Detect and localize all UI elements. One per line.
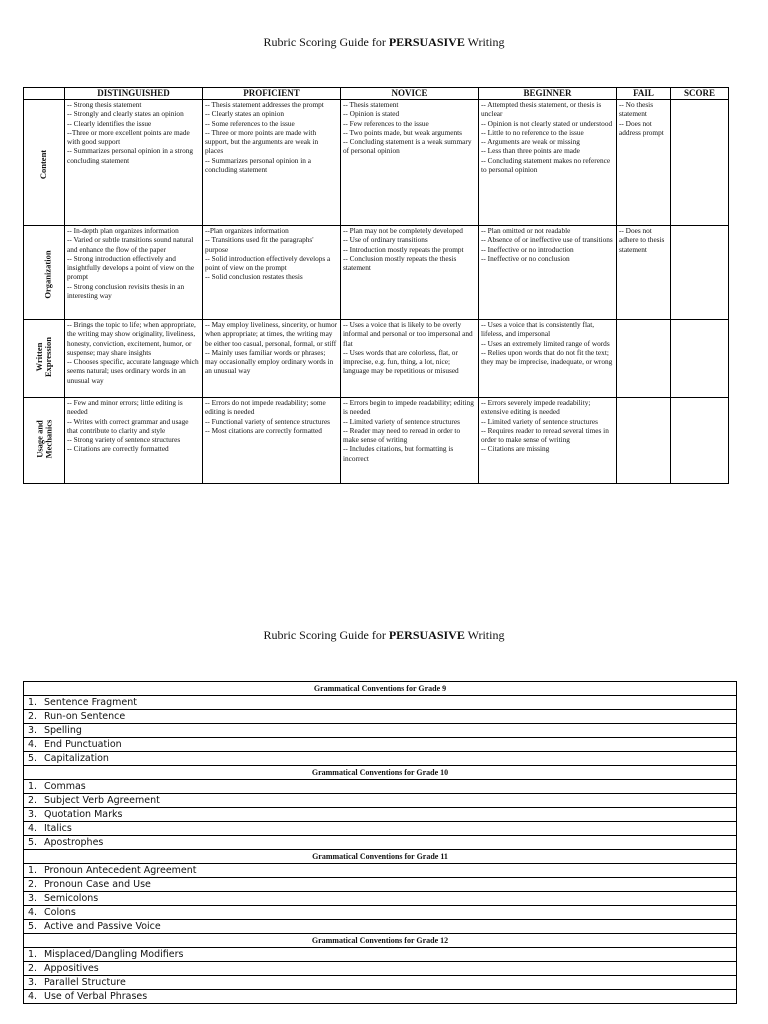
criterion-text: -- Errors do not impede readability; some editing is needed (205, 398, 326, 417)
criterion-text: -- Strong thesis statement (67, 100, 142, 109)
criterion-text: -- Errors begin to impede readability; editing is needed (343, 398, 474, 417)
rubric-column-header: SCORE (671, 88, 729, 100)
criterion-text: -- Reader may need to reread in order to make sense of writing (343, 425, 461, 445)
criterion-text: -- Two points made, but weak arguments (343, 127, 462, 137)
item-text: Active and Passive Voice (44, 921, 161, 932)
rubric-column-header: NOVICE (341, 88, 479, 100)
page-title-2: Rubric Scoring Guide for PERSUASIVE Writing (263, 628, 505, 642)
criterion-text: -- Uses an extremely limited range of words (481, 338, 610, 348)
criterion-text: -- Clearly states an opinion (205, 109, 285, 119)
convention-item (24, 864, 737, 878)
list-item (24, 752, 737, 766)
convention-item (24, 906, 737, 920)
item-text: Pronoun Antecedent Agreement (44, 865, 197, 876)
criterion-text: -- Mainly uses familiar words or phrases; may occasionally employ ordinary words in an unusual way (205, 347, 334, 376)
criterion-text: -- Strong variety of sentence structures (67, 435, 181, 445)
convention-item (24, 920, 737, 934)
rubric-column-header: DISTINGUISHED (65, 88, 203, 100)
criterion-text: -- Arguments are weak or missing (481, 137, 580, 147)
list-item (24, 724, 737, 738)
list-item (24, 962, 737, 976)
conventions-heading-row (24, 934, 737, 948)
list-item (24, 990, 737, 1004)
item-text: Italics (44, 823, 72, 834)
criterion-text: -- Some references to the issue (205, 118, 295, 128)
criterion-text: -- Uses a voice that is likely to be overly informal and personal or too impersonal and flat (343, 320, 473, 348)
rubric-cell (671, 226, 729, 320)
rubric-column-header: BEGINNER (479, 88, 617, 100)
rubric-row-label (24, 320, 65, 398)
conventions-table (23, 681, 737, 1004)
list-item (24, 710, 737, 724)
item-number: 4. (28, 739, 38, 750)
criterion-text: -- Writes with correct grammar and usage that contribute to clarity and style (67, 416, 189, 435)
list-item (24, 738, 737, 752)
criterion-text: -- Does not adhere to thesis statement (619, 226, 665, 254)
criterion-text: -- Relies upon words that do not fit the text; they may be imprecise, inadequate, or wrong (481, 347, 613, 367)
item-number: 2. (28, 711, 38, 722)
rubric-cell (617, 398, 671, 484)
item-number: 3. (28, 893, 38, 904)
criterion-text: -- Solid conclusion restates thesis (205, 272, 303, 282)
criterion-text: -- Summarizes personal opinion in a concluding statement (205, 155, 311, 175)
criterion-text: -- Conclusion mostly repeats the thesis statement (343, 253, 457, 273)
rubric-row (24, 100, 729, 226)
convention-item (24, 724, 737, 738)
criterion-text: -- May employ liveliness, sincerity, or humor when appropriate; at times, the writing may be either too casual, personal, formal, or stiff (205, 320, 338, 348)
criterion-text: -- Citations are correctly formatted (67, 444, 169, 454)
rubric-cell (203, 100, 341, 226)
criterion-text: -- Solid introduction effectively develops a point of view on the prompt (205, 253, 331, 273)
convention-item (24, 696, 737, 710)
rubric-cell (65, 398, 203, 484)
rubric-row-label (24, 100, 65, 226)
item-text: Colons (44, 907, 76, 918)
rubric-row (24, 320, 729, 398)
list-item (24, 906, 737, 920)
item-text: Pronoun Case and Use (44, 879, 151, 890)
conventions-heading: Grammatical Conventions for Grade 10 (24, 766, 737, 780)
criterion-text: --Three or more excellent points are made with good support (67, 127, 190, 147)
criterion-text: -- Opinion is not clearly stated or understood (481, 118, 613, 128)
rubric-column-header: FAIL (617, 88, 671, 100)
rubric-cell (341, 398, 479, 484)
rubric-cell (341, 226, 479, 320)
criterion-text: -- Does not address prompt (619, 118, 664, 137)
criterion-text: -- Few and minor errors; little editing is needed (67, 398, 183, 417)
item-text: Semicolons (44, 893, 99, 904)
item-number: 2. (28, 879, 38, 890)
item-number: 3. (28, 977, 38, 988)
criterion-text: -- Chooses specific, accurate language which seems natural; uses ordinary words in an unusual way (67, 357, 199, 385)
row-label-text (35, 337, 53, 377)
criterion-text: -- Summarizes personal opinion in a strong concluding statement (67, 146, 194, 165)
rubric-cell (65, 100, 203, 226)
rubric-cell (203, 320, 341, 398)
item-text: Quotation Marks (44, 809, 123, 820)
criterion-text: -- Most citations are correctly formatted (205, 425, 322, 435)
item-number: 1. (28, 949, 38, 960)
rubric-cell (671, 100, 729, 226)
list-item (24, 892, 737, 906)
list-item (24, 920, 737, 934)
item-number: 3. (28, 809, 38, 820)
convention-item (24, 794, 737, 808)
list-item (24, 794, 737, 808)
criterion-text: -- Requires reader to reread several times in order to make sense of writing (481, 425, 609, 445)
convention-item (24, 752, 737, 766)
rubric-row-label (24, 398, 65, 484)
criterion-text: -- Citations are missing (481, 444, 550, 454)
list-item (24, 696, 737, 710)
conventions-heading: Grammatical Conventions for Grade 11 (24, 850, 737, 864)
convention-item (24, 738, 737, 752)
rubric-cell (479, 320, 617, 398)
item-text: Parallel Structure (44, 977, 126, 988)
row-label-line: Mechanics (43, 419, 53, 459)
page-title: Rubric Scoring Guide for PERSUASIVE Writing (263, 35, 505, 49)
rubric-cell (617, 226, 671, 320)
list-item (24, 878, 737, 892)
criterion-text: -- Limited variety of sentence structures (343, 416, 460, 426)
rubric-cell (479, 398, 617, 484)
item-number: 5. (28, 837, 38, 848)
convention-item (24, 892, 737, 906)
rubric-cell (65, 226, 203, 320)
list-item (24, 822, 737, 836)
item-text: Appositives (44, 963, 99, 974)
criterion-text: -- Strong conclusion revisits thesis in an interesting way (67, 281, 185, 301)
list-item (24, 836, 737, 850)
item-number: 1. (28, 697, 38, 708)
criterion-text: -- In-depth plan organizes information (67, 226, 179, 235)
item-text: Commas (44, 781, 86, 792)
item-text: Spelling (44, 725, 82, 736)
row-label-line: Organization (42, 249, 53, 299)
row-label-text (44, 250, 53, 298)
item-number: 4. (28, 991, 38, 1002)
criterion-text: -- Attempted thesis statement, or thesis is unclear (481, 100, 602, 119)
convention-item (24, 990, 737, 1004)
item-text: Capitalization (44, 753, 109, 764)
rubric-cell (65, 320, 203, 398)
rubric-cell (479, 226, 617, 320)
criterion-text: -- Transitions used fit the paragraphs' purpose (205, 235, 314, 254)
item-text: Sentence Fragment (44, 697, 137, 708)
criterion-text: -- Concluding statement makes no reference to personal opinion (481, 155, 611, 175)
convention-item (24, 836, 737, 850)
rubric-table (23, 87, 729, 484)
rubric-cell (203, 226, 341, 320)
criterion-text: -- Ineffective or no conclusion (481, 253, 570, 263)
row-label-line: Written (34, 342, 44, 372)
item-number: 1. (28, 865, 38, 876)
criterion-text: -- Strong introduction effectively and insightfully develops a point of view on the prompt (67, 253, 195, 282)
rubric-cell (617, 100, 671, 226)
criterion-text: -- Strongly and clearly states an opinion (67, 109, 184, 119)
rubric-row (24, 226, 729, 320)
criterion-text: -- Concluding statement is a weak summary of personal opinion (343, 137, 472, 156)
criterion-text: -- Opinion is stated (343, 109, 400, 119)
conventions-heading-row (24, 766, 737, 780)
rubric-cell (671, 320, 729, 398)
criterion-text: -- Varied or subtle transitions sound natural and enhance the flow of the paper (67, 235, 194, 254)
convention-item (24, 976, 737, 990)
criterion-text: -- Functional variety of sentence structures (205, 416, 331, 426)
row-label-text (40, 149, 49, 178)
row-label-line: Usage and (34, 420, 44, 458)
conventions-heading-row (24, 850, 737, 864)
rubric-row-label (24, 226, 65, 320)
item-text: Run-on Sentence (44, 711, 126, 722)
criterion-text: -- Ineffective or no introduction (481, 244, 574, 254)
row-label-line: Expression (43, 337, 53, 377)
criterion-text: -- Includes citations, but formatting is incorrect (343, 444, 454, 463)
rubric-cell (479, 100, 617, 226)
criterion-text: -- Less than three points are made (481, 146, 580, 156)
rubric-cell (203, 398, 341, 484)
item-number: 4. (28, 823, 38, 834)
item-text: End Punctuation (44, 739, 122, 750)
convention-item (24, 948, 737, 962)
criterion-text: -- Use of ordinary transitions (343, 235, 428, 245)
convention-item (24, 710, 737, 724)
rubric-row (24, 398, 729, 484)
criterion-text: -- Absence of or ineffective use of transitions (481, 235, 613, 245)
criterion-text: -- No thesis statement (619, 100, 654, 119)
item-text: Subject Verb Agreement (44, 795, 160, 806)
criterion-text: -- Brings the topic to life; when appropriate, the writing may show originality, liveliness, honesty, conviction, excitement, humor, or suspense; may share insights (67, 320, 196, 357)
list-item (24, 864, 737, 878)
criterion-text: -- Three or more points are made with support, but the arguments are weak in places (205, 127, 319, 156)
item-number: 4. (28, 907, 38, 918)
convention-item (24, 822, 737, 836)
item-text: Misplaced/Dangling Modifiers (44, 949, 184, 960)
item-number: 2. (28, 963, 38, 974)
list-item (24, 808, 737, 822)
criterion-text: -- Uses words that are colorless, flat, or imprecise, e.g. fun, thing, a lot, nice; language may be repetitious or misused (343, 347, 459, 376)
criterion-text: -- Thesis statement addresses the prompt (205, 100, 324, 109)
rubric-cell (341, 100, 479, 226)
criterion-text: -- Uses a voice that is consistently flat, lifeless, and impersonal (481, 320, 595, 339)
rubric-header-row (24, 88, 729, 100)
item-text: Apostrophes (44, 837, 104, 848)
criterion-text: -- Introduction mostly repeats the prompt (343, 244, 464, 254)
rubric-cell (617, 320, 671, 398)
criterion-text: -- Clearly identifies the issue (67, 118, 152, 128)
item-number: 3. (28, 725, 38, 736)
criterion-text: -- Limited variety of sentence structures (481, 416, 598, 426)
rubric-cell (671, 398, 729, 484)
conventions-heading: Grammatical Conventions for Grade 9 (24, 682, 737, 696)
convention-item (24, 878, 737, 892)
criterion-text: -- Thesis statement (343, 100, 399, 109)
criterion-text: --Plan organizes information (205, 226, 289, 235)
conventions-heading: Grammatical Conventions for Grade 12 (24, 934, 737, 948)
convention-item (24, 808, 737, 822)
criterion-text: -- Little to no reference to the issue (481, 127, 584, 137)
convention-item (24, 780, 737, 794)
criterion-text: -- Plan may not be completely developed (343, 226, 463, 235)
criterion-text: -- Errors severely impede readability; extensive editing is needed (481, 398, 591, 417)
rubric-corner-cell (24, 88, 65, 100)
item-number: 1. (28, 781, 38, 792)
item-number: 5. (28, 921, 38, 932)
criterion-text: -- Plan omitted or not readable (481, 226, 571, 235)
list-item (24, 780, 737, 794)
item-number: 5. (28, 753, 38, 764)
rubric-cell (341, 320, 479, 398)
rubric-column-header: PROFICIENT (203, 88, 341, 100)
convention-item (24, 962, 737, 976)
item-text: Use of Verbal Phrases (44, 991, 148, 1002)
list-item (24, 948, 737, 962)
list-item (24, 976, 737, 990)
row-label-text (35, 420, 53, 459)
conventions-heading-row (24, 682, 737, 696)
item-number: 2. (28, 795, 38, 806)
criterion-text: -- Few references to the issue (343, 118, 429, 128)
row-label-line: Content (38, 149, 49, 179)
